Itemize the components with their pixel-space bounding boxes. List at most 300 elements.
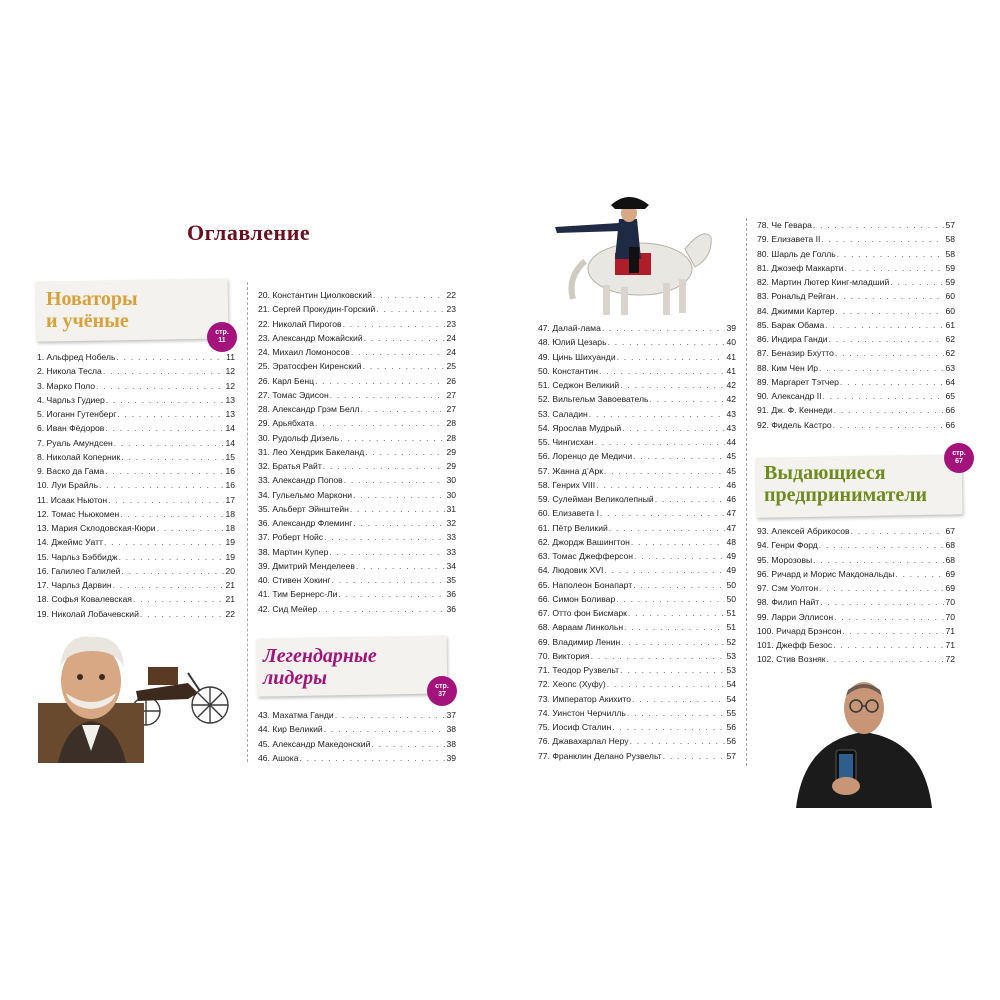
page-badge-innovators <box>207 322 237 352</box>
toc-entry-page: 72 <box>945 654 955 665</box>
toc-entry-name: 22. Николай Пирогов <box>258 318 342 329</box>
toc-entry-name: 73. Император Акихито <box>538 693 632 704</box>
dot-leader <box>140 607 225 621</box>
toc-entry-page: 45 <box>726 451 736 462</box>
toc-entry-name: 28. Александр Грэм Белл <box>258 404 360 414</box>
toc-entry-name: 39. Дмитрий Менделеев <box>258 560 355 571</box>
dot-leader <box>851 524 945 538</box>
toc-entry <box>538 663 736 677</box>
toc-entry-name: 48. Юлий Цезарь <box>538 337 607 348</box>
toc-entry-name: 41. Тим Бернерс-Ли <box>258 589 338 600</box>
toc-entry <box>538 549 736 563</box>
toc-entry-name: 30. Рудольф Дизель <box>258 432 340 443</box>
toc-entry-page: 49 <box>726 551 736 561</box>
toc-entry-page: 14 <box>225 423 235 434</box>
toc-entry-name: 42. Сид Мейер <box>258 603 318 614</box>
toc-entry <box>757 289 955 303</box>
column-divider <box>746 218 747 766</box>
toc-entry-page: 35 <box>446 575 456 585</box>
toc-entry-page: 56 <box>726 736 736 747</box>
toc-entry <box>538 364 736 378</box>
toc-entry-name: 65. Наполеон Бонапарт <box>538 579 633 590</box>
toc-entry <box>538 521 736 535</box>
dot-leader <box>827 652 945 666</box>
toc-entry-page: 30 <box>446 489 456 500</box>
toc-entry-name: 2. Никола Тесла <box>37 366 102 377</box>
toc-entry-page: 39 <box>726 323 736 333</box>
toc-entry <box>757 247 955 261</box>
toc-entry-page: 71 <box>945 640 955 650</box>
dot-leader <box>608 335 726 349</box>
toc-entry-name: 102. Стив Возняк <box>757 654 826 665</box>
toc-entry-page: 67 <box>945 526 955 536</box>
toc-entry <box>37 550 235 564</box>
dot-leader <box>589 407 726 421</box>
toc-entry <box>258 459 456 473</box>
toc-entry <box>538 464 736 478</box>
toc-entry <box>258 722 456 736</box>
toc-entry <box>757 346 955 360</box>
toc-column-4 <box>757 218 955 432</box>
toc-entry <box>538 535 736 549</box>
toc-entry-name: 16. Галилео Галилей <box>37 565 121 576</box>
toc-entry-name: 32. Братья Райт <box>258 461 322 471</box>
toc-entry <box>757 418 955 432</box>
toc-entry-page: 47 <box>726 508 736 519</box>
toc-entry-name: 8. Николай Коперник <box>37 451 121 462</box>
dot-leader <box>820 595 944 609</box>
toc-entry-page: 43 <box>726 422 736 433</box>
dot-leader <box>813 553 944 567</box>
toc-entry-name: 89. Маргарет Тэтчер <box>757 376 839 387</box>
toc-entry-name: 58. Генрих VIII <box>538 479 596 490</box>
toc-entry-name: 69. Владимир Ленин <box>538 636 621 647</box>
dot-leader <box>821 232 944 246</box>
toc-entry-page: 48 <box>726 536 736 547</box>
toc-entry-page: 69 <box>945 583 955 593</box>
toc-entry-name: 47. Далай-лама <box>538 323 601 333</box>
toc-entry-name: 43. Махатма Ганди <box>258 710 334 720</box>
toc-entry <box>37 507 235 521</box>
dot-leader <box>329 545 445 559</box>
toc-entry <box>757 232 955 246</box>
toc-entry <box>37 535 235 549</box>
toc-entry-page: 50 <box>726 579 736 590</box>
toc-entry-page: 26 <box>446 375 456 386</box>
toc-entry-page: 11 <box>226 352 235 362</box>
toc-entry-name: 26. Карл Бенц <box>258 375 315 386</box>
toc-entry <box>258 431 456 445</box>
dot-leader <box>119 550 225 564</box>
toc-column-1 <box>37 350 235 621</box>
toc-entry-name: 38. Мартин Купер <box>258 546 329 557</box>
toc-entry-page: 31 <box>446 503 456 514</box>
toc-entry-page: 13 <box>225 409 235 419</box>
dot-leader <box>634 549 725 563</box>
toc-entry <box>757 524 955 538</box>
toc-entry <box>37 450 235 464</box>
toc-entry <box>538 321 736 335</box>
toc-entry-page: 66 <box>945 405 955 416</box>
toc-entry-page: 59 <box>945 262 955 273</box>
toc-entry-name: 33. Александр Попов <box>258 475 343 486</box>
toc-entry-page: 42 <box>726 394 736 405</box>
section-title-leaders-line1: Легендарные <box>263 645 377 667</box>
toc-entry-name: 35. Альберт Эйнштейн <box>258 503 349 514</box>
toc-entry <box>538 677 736 691</box>
dot-leader <box>895 567 944 581</box>
toc-entry-name: 37. Роберт Нойс <box>258 532 324 543</box>
toc-entry <box>258 374 456 388</box>
toc-entry-page: 63 <box>945 362 955 373</box>
dot-leader <box>627 706 726 720</box>
dot-leader <box>113 578 225 592</box>
toc-entry-name: 7. Руаль Амундсен <box>37 437 113 448</box>
toc-entry <box>37 379 235 393</box>
toc-entry-name: 91. Дж. Ф. Кеннеди <box>757 405 833 416</box>
toc-entry-page: 18 <box>225 523 235 533</box>
toc-entry <box>757 595 955 609</box>
dot-leader <box>845 261 945 275</box>
dot-leader <box>371 737 445 751</box>
toc-entry-name: 50. Константин <box>538 365 599 376</box>
toc-entry <box>757 275 955 289</box>
dot-leader <box>108 493 224 507</box>
toc-entry-name: 34. Гульельмо Маркони <box>258 489 353 500</box>
toc-entry <box>258 737 456 751</box>
toc-entry-name: 100. Ричард Брэнсон <box>757 625 842 636</box>
toc-entry-name: 96. Ричард и Морис Макдональды <box>757 568 895 579</box>
toc-entry <box>757 375 955 389</box>
toc-entry <box>37 393 235 407</box>
toc-entry-name: 19. Николай Лобачевский <box>37 608 139 619</box>
toc-entry <box>757 610 955 624</box>
toc-entry <box>37 607 235 621</box>
toc-entry-name: 90. Александр II <box>757 391 822 401</box>
column-divider <box>247 282 248 762</box>
steve-jobs-illustration <box>796 678 932 808</box>
toc-entry-page: 16 <box>225 466 235 476</box>
toc-entry-name: 17. Чарльз Дарвин <box>37 580 112 590</box>
toc-entry <box>538 335 736 349</box>
dot-leader <box>835 304 944 318</box>
toc-entry-name: 93. Алексей Абрикосов <box>757 526 850 536</box>
dot-leader <box>365 445 445 459</box>
dot-leader <box>607 677 726 691</box>
dot-leader <box>620 663 725 677</box>
toc-entry-name: 36. Александр Флеминг <box>258 518 353 528</box>
toc-entry-page: 16 <box>225 480 235 491</box>
toc-entry <box>37 436 235 450</box>
dot-leader <box>631 535 726 549</box>
toc-entry-page: 56 <box>726 722 736 732</box>
toc-entry <box>757 553 955 567</box>
toc-entry <box>258 416 456 430</box>
toc-entry-page: 29 <box>446 446 456 457</box>
toc-entry <box>538 435 736 449</box>
dot-leader <box>833 418 945 432</box>
toc-entry-name: 87. Беназир Бхутто <box>757 348 834 359</box>
toc-entry-name: 6. Иван Фёдоров <box>37 423 105 434</box>
dot-leader <box>120 507 224 521</box>
dot-leader <box>628 606 726 620</box>
toc-entry-name: 14. Джеймс Уатт <box>37 537 103 548</box>
dot-leader <box>837 247 945 261</box>
page-badge-entrepreneurs <box>944 443 974 473</box>
toc-entry <box>538 449 736 463</box>
dot-leader <box>633 449 725 463</box>
toc-entry <box>37 493 235 507</box>
toc-entry-name: 21. Сергей Прокудин-Горский <box>258 304 376 315</box>
badge-page: 11 <box>218 337 226 344</box>
toc-entry <box>258 516 456 530</box>
dot-leader <box>819 581 944 595</box>
toc-entry-name: 79. Елизавета II <box>757 234 821 245</box>
toc-entry-page: 51 <box>726 622 736 633</box>
toc-entry-page: 15 <box>225 451 235 462</box>
dot-leader <box>353 516 445 530</box>
toc-entry-name: 53. Саладин <box>538 408 588 419</box>
dot-leader <box>373 288 446 302</box>
toc-entry-name: 63. Томас Джефферсон <box>538 551 634 561</box>
dot-leader <box>96 379 224 393</box>
dot-leader <box>330 388 446 402</box>
dot-leader <box>99 478 224 492</box>
toc-entry-name: 82. Мартин Лютер Кинг-младший <box>757 277 890 287</box>
dot-leader <box>604 464 725 478</box>
toc-entry <box>538 421 736 435</box>
toc-entry-page: 24 <box>446 332 456 343</box>
toc-entry-page: 68 <box>945 540 955 551</box>
section-title-leaders <box>263 645 377 689</box>
toc-entry-page: 61 <box>945 319 955 330</box>
napoleon-on-horse-illustration <box>545 187 715 317</box>
toc-entry-name: 23. Александр Можайский <box>258 332 363 343</box>
toc-entry <box>757 624 955 638</box>
toc-entry-name: 44. Кир Великий <box>258 724 323 735</box>
dot-leader <box>620 378 725 392</box>
toc-entry-name: 31. Лео Хендрик Бакеланд <box>258 446 365 457</box>
toc-entry <box>258 488 456 502</box>
toc-entry-name: 12. Томас Ньюкомен <box>37 508 120 519</box>
toc-entry <box>538 578 736 592</box>
toc-entry <box>258 331 456 345</box>
toc-entry-page: 60 <box>945 291 955 302</box>
toc-entry-name: 77. Франклин Делано Рузвельт <box>538 750 662 761</box>
toc-column-3 <box>538 321 736 763</box>
toc-entry <box>258 473 456 487</box>
toc-column-4-entrepreneurs <box>757 524 955 667</box>
dot-leader <box>350 502 446 516</box>
toc-entry-name: 1. Альфред Нобель <box>37 352 116 362</box>
dot-leader <box>819 538 945 552</box>
toc-entry-name: 68. Авраам Линкольн <box>538 622 624 633</box>
section-title-leaders-line2: лидеры <box>263 667 328 689</box>
toc-entry-name: 80. Шарль де Голль <box>757 248 836 259</box>
toc-entry <box>538 606 736 620</box>
dot-leader <box>105 421 224 435</box>
toc-entry-page: 36 <box>446 603 456 614</box>
toc-entry-page: 43 <box>726 408 736 419</box>
toc-entry-page: 32 <box>446 518 456 528</box>
toc-entry-name: 11. Исаак Ньютон <box>37 494 108 505</box>
section-title-entrepreneurs-line2: предприниматели <box>764 484 928 506</box>
dot-leader <box>117 407 224 421</box>
toc-entry <box>258 388 456 402</box>
dot-leader <box>315 374 445 388</box>
toc-entry-page: 21 <box>225 594 235 605</box>
toc-entry-name: 54. Ярослав Мудрый <box>538 422 622 433</box>
toc-entry-name: 61. Пётр Великий <box>538 522 608 533</box>
toc-entry-page: 20 <box>225 565 235 576</box>
toc-entry-page: 36 <box>446 589 456 600</box>
toc-entry <box>757 389 955 403</box>
dot-leader <box>602 321 726 335</box>
toc-entry-name: 95. Морозовы <box>757 554 813 565</box>
toc-entry-name: 75. Иосиф Сталин <box>538 722 612 732</box>
dot-leader <box>813 218 945 232</box>
dot-leader <box>364 331 446 345</box>
dot-leader <box>842 624 944 638</box>
dot-leader <box>133 592 225 606</box>
dot-leader <box>599 364 725 378</box>
dot-leader <box>823 389 945 403</box>
toc-entry-page: 62 <box>945 334 955 344</box>
toc-entry-page: 70 <box>945 597 955 608</box>
toc-entry <box>258 545 456 559</box>
dot-leader <box>621 635 725 649</box>
toc-entry-page: 49 <box>726 565 736 576</box>
toc-entry-name: 5. Иоганн Гутенберг <box>37 409 117 419</box>
toc-entry <box>258 559 456 573</box>
dot-leader <box>121 450 224 464</box>
toc-entry <box>538 635 736 649</box>
dot-leader <box>324 722 446 736</box>
toc-entry-page: 41 <box>726 365 736 376</box>
toc-entry <box>258 573 456 587</box>
toc-entry <box>37 521 235 535</box>
toc-entry <box>757 581 955 595</box>
dot-leader <box>617 350 726 364</box>
toc-entry-name: 27. Томас Эдисон <box>258 389 329 400</box>
toc-entry-page: 13 <box>225 394 235 405</box>
toc-entry-page: 42 <box>726 380 736 390</box>
toc-entry <box>37 478 235 492</box>
section-title-innovators-line1: Новаторы <box>46 288 138 310</box>
toc-entry <box>37 564 235 578</box>
toc-entry-page: 27 <box>446 404 456 414</box>
badge-label: стр. <box>952 450 966 457</box>
dot-leader <box>829 332 945 346</box>
toc-entry-name: 71. Теодор Рузвельт <box>538 665 620 675</box>
toc-entry-name: 9. Васко да Гама <box>37 466 105 476</box>
dot-leader <box>630 734 726 748</box>
dot-leader <box>835 346 945 360</box>
toc-entry <box>538 350 736 364</box>
toc-entry <box>37 364 235 378</box>
toc-entry-name: 67. Отто фон Бисмарк <box>538 608 627 618</box>
toc-entry-page: 52 <box>726 636 736 647</box>
toc-entry-name: 52. Вильгельм Завоеватель <box>538 394 649 405</box>
toc-entry-name: 92. Фидель Кастро <box>757 419 832 430</box>
toc-entry <box>757 332 955 346</box>
toc-entry-name: 101. Джефф Безос <box>757 640 833 650</box>
toc-entry-page: 66 <box>945 419 955 430</box>
inventor-car-illustration <box>38 633 230 763</box>
toc-entry-page: 19 <box>225 551 235 562</box>
toc-entry-name: 81. Джозеф Маккарти <box>757 262 844 273</box>
section-title-entrepreneurs <box>764 462 927 506</box>
toc-entry <box>538 720 736 734</box>
toc-entry-page: 50 <box>726 593 736 604</box>
toc-entry <box>757 361 955 375</box>
toc-entry-name: 97. Сэм Уолтон <box>757 583 819 593</box>
dot-leader <box>836 289 944 303</box>
toc-entry-name: 99. Ларри Эллисон <box>757 611 834 622</box>
toc-entry <box>258 402 456 416</box>
toc-entry-name: 20. Константин Циолковский <box>258 290 372 300</box>
toc-entry-page: 64 <box>945 376 955 387</box>
toc-entry-name: 46. Ашока <box>258 752 299 763</box>
dot-leader <box>338 587 445 601</box>
toc-entry-page: 40 <box>726 337 736 348</box>
toc-entry <box>538 407 736 421</box>
toc-entry-page: 33 <box>446 532 456 543</box>
dot-leader <box>600 506 725 520</box>
dot-leader <box>655 492 726 506</box>
toc-entry-name: 25. Эратосфен Киренский <box>258 361 362 372</box>
toc-entry-page: 41 <box>726 351 736 362</box>
dot-leader <box>315 416 445 430</box>
toc-entry-page: 34 <box>446 560 456 571</box>
toc-entry-page: 65 <box>945 391 955 401</box>
dot-leader <box>157 521 225 535</box>
toc-entry <box>757 261 955 275</box>
badge-label: стр. <box>435 683 449 690</box>
toc-entry-page: 47 <box>726 522 736 533</box>
toc-entry-name: 51. Седжон Великий <box>538 380 620 390</box>
toc-entry-page: 58 <box>945 248 955 259</box>
toc-entry <box>37 592 235 606</box>
toc-entry-page: 37 <box>446 710 456 720</box>
dot-leader <box>632 692 725 706</box>
toc-entry <box>37 464 235 478</box>
toc-entry-page: 33 <box>446 546 456 557</box>
toc-entry <box>538 492 736 506</box>
dot-leader <box>335 708 446 722</box>
toc-entry-page: 62 <box>945 348 955 359</box>
dot-leader <box>103 364 225 378</box>
toc-entry <box>258 445 456 459</box>
toc-entry-page: 58 <box>945 234 955 245</box>
toc-entry-page: 38 <box>446 738 456 749</box>
toc-entry-name: 45. Александр Македонский <box>258 738 371 749</box>
toc-entry <box>538 649 736 663</box>
dot-leader <box>114 436 225 450</box>
toc-entry-page: 23 <box>446 304 456 315</box>
toc-entry-page: 51 <box>726 608 736 618</box>
toc-entry-page: 53 <box>726 650 736 661</box>
toc-entry-name: 66. Симон Боливар <box>538 593 616 604</box>
toc-entry <box>538 392 736 406</box>
toc-entry <box>258 751 456 765</box>
toc-entry-page: 59 <box>945 277 955 287</box>
dot-leader <box>104 535 224 549</box>
dot-leader <box>106 393 225 407</box>
toc-entry-page: 17 <box>225 494 235 505</box>
toc-entry-name: 18. Софья Ковалевская <box>37 594 132 605</box>
toc-entry-name: 4. Чарльз Гудиер <box>37 394 105 405</box>
